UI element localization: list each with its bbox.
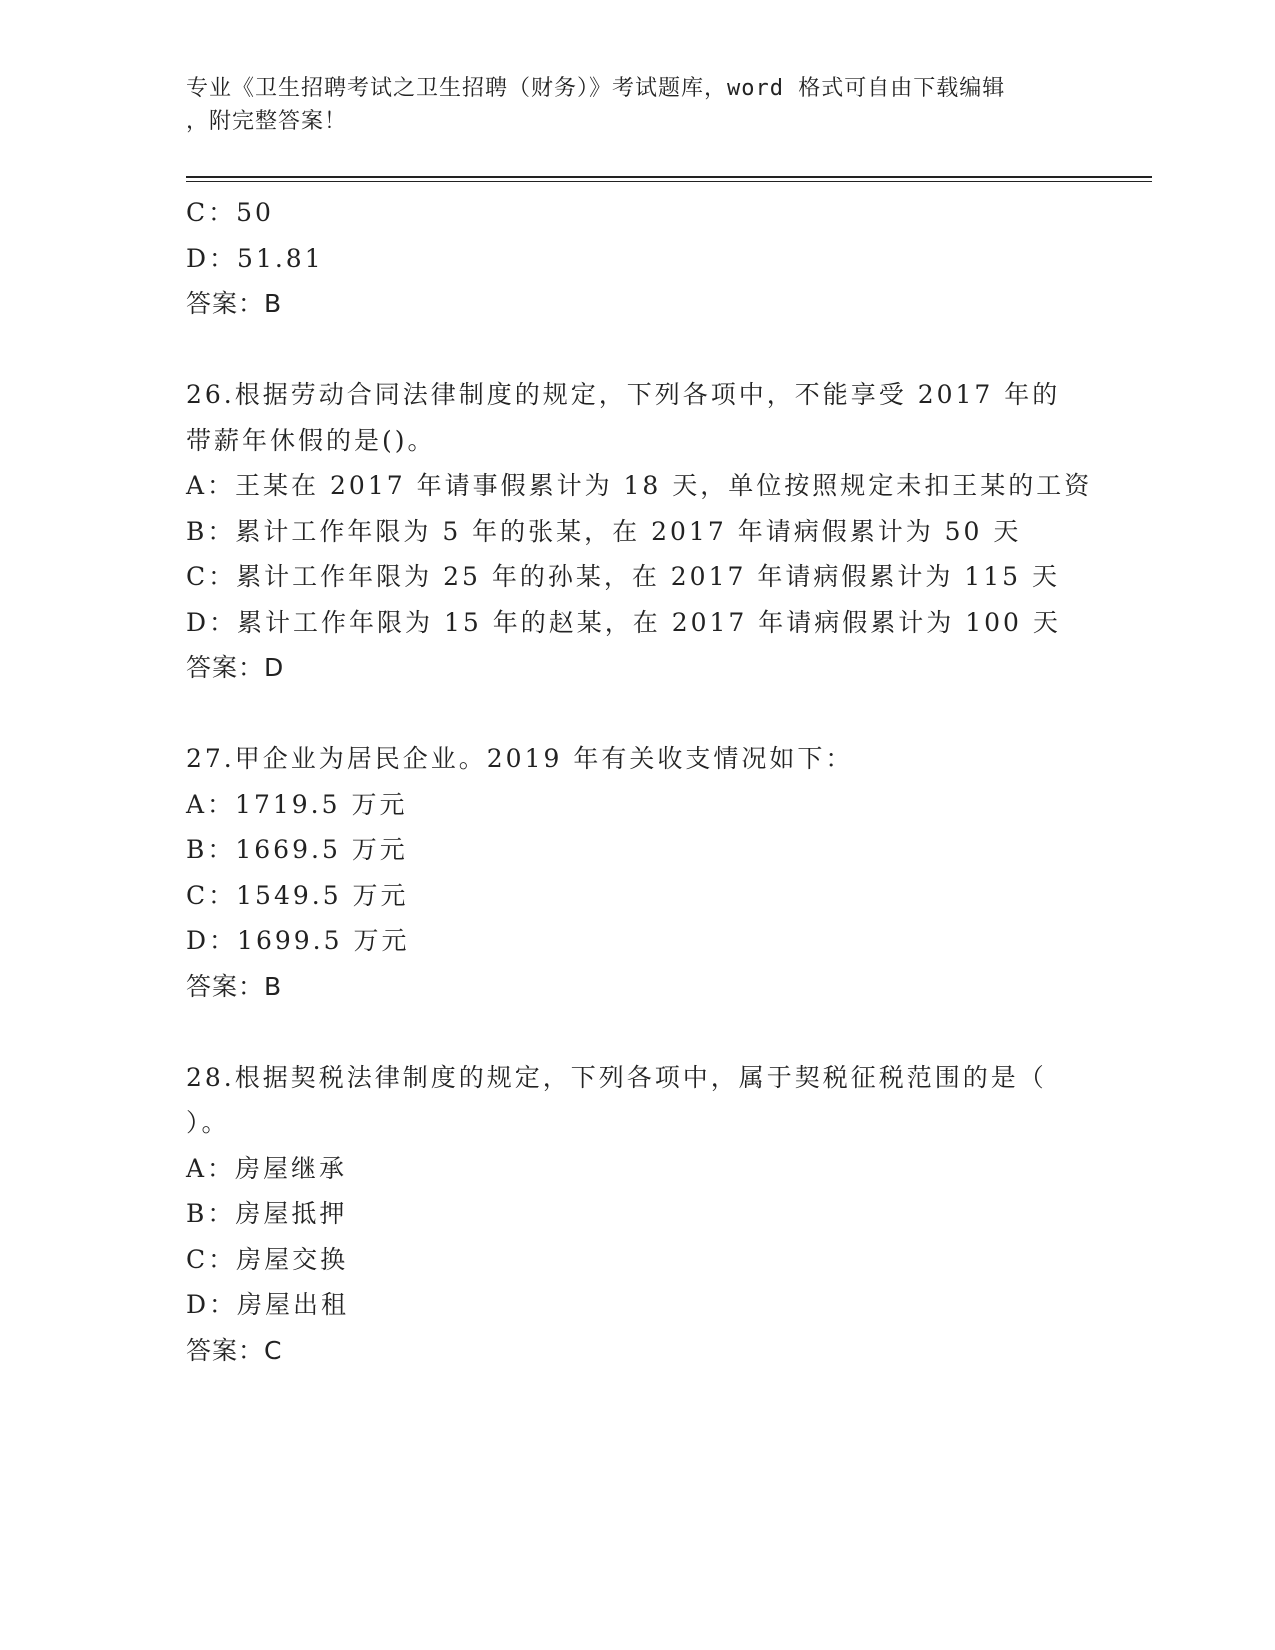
question-stem: ）。: [186, 1108, 230, 1137]
option-a: A：房屋继承: [186, 1153, 348, 1183]
option-a: A：1719.5 万元: [186, 789, 408, 819]
question-28: [186, 1055, 1086, 1374]
question-26: [186, 372, 1093, 691]
option-c: C：房屋交换: [186, 1244, 349, 1274]
option-b: B：1669.5 万元: [186, 835, 408, 864]
option-c: C：累计工作年限为 25 年的孙某，在 2017 年请病假累计为 115 天: [186, 562, 1060, 591]
answer-line: 答案：B: [186, 971, 283, 1001]
option-c: C：50: [186, 198, 274, 227]
header-rule-thin: [186, 181, 1152, 182]
question-stem: 26.根据劳动合同法律制度的规定，下列各项中，不能享受 2017 年的: [186, 380, 1061, 409]
option-b: B：累计工作年限为 5 年的张某，在 2017 年请病假累计为 50 天: [186, 516, 1022, 546]
spacer: [186, 327, 1086, 373]
question-stem: 带薪年休假的是()。: [186, 425, 436, 455]
question-stem: 27.甲企业为居民企业。2019 年有关收支情况如下：: [186, 744, 854, 773]
question-27: [186, 736, 1086, 1009]
spacer: [186, 691, 1086, 737]
answer-line: 答案：C: [186, 1335, 283, 1365]
option-c: C：1549.5 万元: [186, 880, 409, 910]
document-header: [186, 72, 1086, 138]
prev-question: [186, 190, 1086, 327]
option-b: B：房屋抵押: [186, 1199, 348, 1228]
header-rule-thick: [186, 176, 1152, 178]
option-d: D：1699.5 万元: [186, 926, 410, 955]
option-d: D：房屋出租: [186, 1290, 350, 1319]
option-d: D：51.81: [186, 243, 324, 273]
question-list: [186, 190, 1093, 1373]
question-stem: 28.根据契税法律制度的规定，下列各项中，属于契税征税范围的是（: [186, 1062, 1047, 1092]
answer-line: 答案：B: [186, 289, 283, 318]
header-line-2: ，附完整答案！: [186, 109, 348, 134]
header-line-1: 专业《卫生招聘考试之卫生招聘（财务）》考试题库，word 格式可自由下载编辑: [186, 76, 1006, 101]
spacer: [186, 1009, 1086, 1055]
answer-line: 答案：D: [186, 653, 285, 682]
option-d: D：累计工作年限为 15 年的赵某，在 2017 年请病假累计为 100 天: [186, 607, 1061, 637]
option-a: A：王某在 2017 年请事假累计为 18 天，单位按照规定未扣王某的工资: [186, 471, 1093, 500]
